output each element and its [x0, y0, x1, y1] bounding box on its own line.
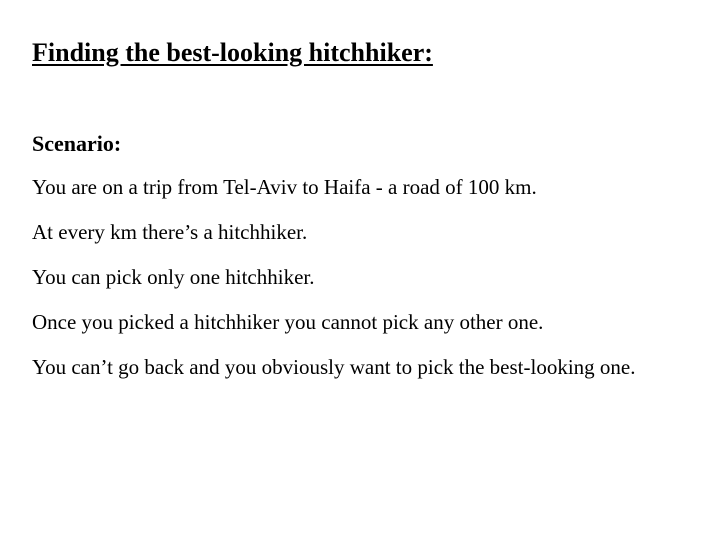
scenario-line: Once you picked a hitchhiker you cannot pick any other one.: [32, 310, 544, 334]
scenario-line: You can pick only one hitchhiker.: [32, 265, 315, 289]
scenario-line: You can’t go back and you obviously want to pick the best-looking one.: [32, 355, 636, 379]
scenario-line: At every km there’s a hitchhiker.: [32, 220, 308, 244]
scenario-lines: [32, 174, 692, 399]
slide-title: Finding the best-looking hitchhiker:: [32, 38, 433, 67]
scenario-line: You are on a trip from Tel-Aviv to Haifa - a road of 100 km.: [32, 175, 537, 199]
scenario-heading: Scenario:: [32, 131, 122, 156]
